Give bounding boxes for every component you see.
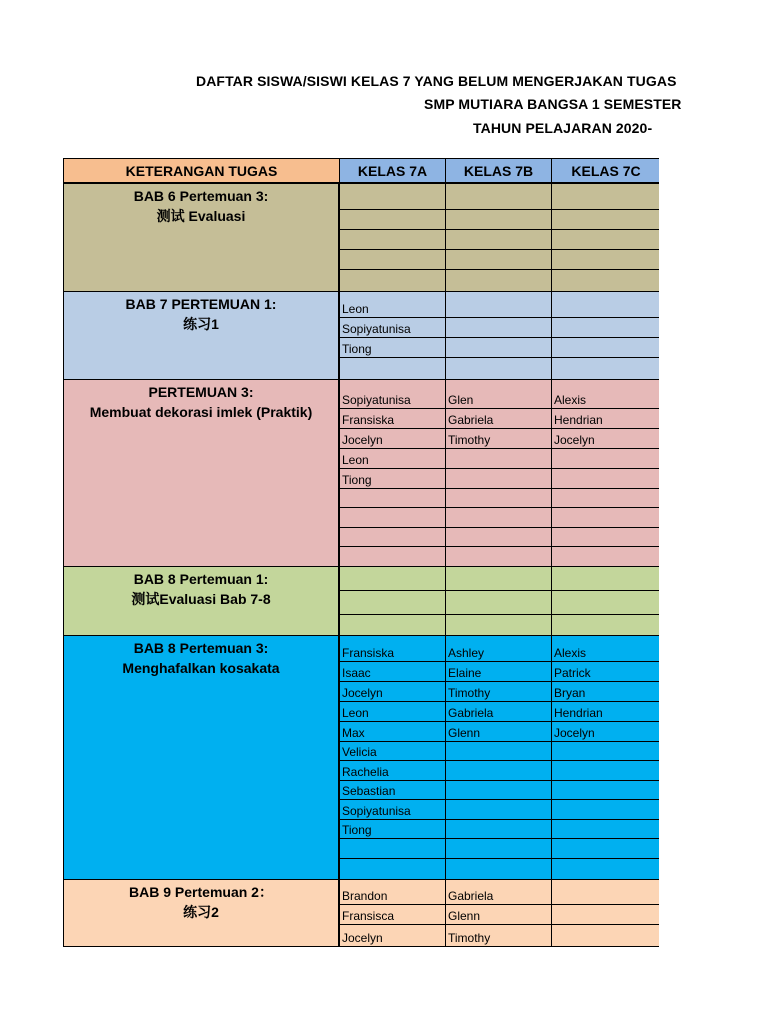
student-cell[interactable]: Bryan xyxy=(551,681,659,702)
student-cell[interactable] xyxy=(339,858,446,880)
student-cell[interactable]: Jocelyn xyxy=(551,721,659,742)
task-title: PERTEMUAN 3: xyxy=(148,384,254,400)
student-cell[interactable] xyxy=(339,566,446,591)
student-cell[interactable]: Fransisca xyxy=(339,904,446,925)
student-cell[interactable] xyxy=(445,448,552,469)
student-cell[interactable] xyxy=(339,209,446,230)
task-subtitle: 练习2 xyxy=(183,904,219,920)
student-cell[interactable]: Gabriela xyxy=(445,879,552,905)
student-cell[interactable] xyxy=(551,760,659,781)
student-cell[interactable] xyxy=(445,614,552,636)
student-cell[interactable] xyxy=(339,488,446,508)
student-cell[interactable]: Leon xyxy=(339,291,446,318)
student-cell[interactable] xyxy=(339,249,446,270)
task-description-cell xyxy=(63,566,339,636)
student-cell[interactable] xyxy=(551,488,659,508)
student-cell[interactable] xyxy=(445,858,552,880)
student-cell[interactable] xyxy=(551,507,659,528)
student-cell[interactable]: Timothy xyxy=(445,428,552,449)
task-title: BAB 8 Pertemuan 3: xyxy=(133,640,269,656)
header-kelas-7c: KELAS 7C xyxy=(551,158,659,183)
student-cell[interactable] xyxy=(445,183,552,210)
student-cell[interactable] xyxy=(445,566,552,591)
task-title: BAB 9 Pertemuan 2： xyxy=(129,884,273,900)
student-cell[interactable] xyxy=(339,229,446,250)
student-cell[interactable] xyxy=(551,799,659,820)
student-cell[interactable] xyxy=(445,317,552,338)
student-cell[interactable] xyxy=(445,838,552,859)
student-cell[interactable] xyxy=(339,357,446,380)
document-title: DAFTAR SISWA/SISWI KELAS 7 YANG BELUM MENGERJAKAN TUGAS xyxy=(196,73,677,89)
student-cell[interactable]: Brandon xyxy=(339,879,446,905)
student-cell[interactable] xyxy=(339,546,446,567)
task-title: BAB 6 Pertemuan 3: xyxy=(133,188,269,204)
student-cell[interactable]: Elaine xyxy=(445,661,552,682)
student-cell[interactable]: Hendrian xyxy=(551,408,659,429)
student-cell[interactable]: Sopiyatunisa xyxy=(339,379,446,409)
student-cell[interactable] xyxy=(445,799,552,820)
student-cell[interactable] xyxy=(445,546,552,567)
student-cell[interactable] xyxy=(445,249,552,270)
task-subtitle: Menghafalkan kosakata xyxy=(122,660,280,676)
header-kelas-7b: KELAS 7B xyxy=(445,158,552,183)
student-cell[interactable] xyxy=(445,337,552,358)
student-cell[interactable] xyxy=(445,229,552,250)
student-cell[interactable] xyxy=(551,590,659,615)
student-cell[interactable]: Isaac xyxy=(339,661,446,682)
student-cell[interactable] xyxy=(551,858,659,880)
student-cell[interactable]: Sopiyatunisa xyxy=(339,317,446,338)
student-cell[interactable] xyxy=(551,269,659,292)
task-subtitle: 测试 Evaluasi xyxy=(156,208,246,224)
student-cell[interactable]: Rachelia xyxy=(339,760,446,781)
student-cell[interactable]: Timothy xyxy=(445,681,552,702)
student-cell[interactable] xyxy=(551,291,659,318)
task-subtitle: 练习1 xyxy=(183,316,219,332)
student-cell[interactable] xyxy=(445,780,552,800)
header-kelas-7a: KELAS 7A xyxy=(339,158,446,183)
student-cell[interactable] xyxy=(551,317,659,338)
student-cell[interactable] xyxy=(551,838,659,859)
student-cell[interactable]: Fransiska xyxy=(339,635,446,662)
student-cell[interactable]: Sebastian xyxy=(339,780,446,800)
student-cell[interactable]: Tiong xyxy=(339,819,446,839)
student-cell[interactable] xyxy=(445,468,552,489)
student-cell[interactable]: Hendrian xyxy=(551,701,659,722)
student-cell[interactable] xyxy=(445,819,552,839)
task-description-cell xyxy=(63,183,339,292)
student-cell[interactable]: Alexis xyxy=(551,635,659,662)
student-cell[interactable] xyxy=(445,741,552,761)
student-cell[interactable] xyxy=(551,337,659,358)
student-cell[interactable]: Sopiyatunisa xyxy=(339,799,446,820)
student-cell[interactable] xyxy=(551,741,659,761)
task-description-cell xyxy=(63,379,339,567)
student-cell[interactable] xyxy=(339,590,446,615)
student-cell[interactable]: Tiong xyxy=(339,468,446,489)
student-cell[interactable]: Timothy xyxy=(445,924,552,947)
student-cell[interactable] xyxy=(551,357,659,380)
student-cell[interactable]: Jocelyn xyxy=(339,681,446,702)
student-cell[interactable]: Fransiska xyxy=(339,408,446,429)
student-cell[interactable]: Max xyxy=(339,721,446,742)
student-cell[interactable] xyxy=(445,760,552,781)
task-subtitle: Membuat dekorasi imlek (Praktik) xyxy=(89,404,313,420)
student-cell[interactable] xyxy=(551,819,659,839)
student-cell[interactable] xyxy=(551,546,659,567)
student-cell[interactable]: Glen xyxy=(445,379,552,409)
student-cell[interactable]: Velicia xyxy=(339,741,446,761)
student-cell[interactable] xyxy=(551,879,659,905)
student-cell[interactable] xyxy=(445,269,552,292)
student-cell[interactable] xyxy=(339,614,446,636)
school-name: SMP MUTIARA BANGSA 1 SEMESTER xyxy=(424,96,682,112)
student-cell[interactable] xyxy=(339,269,446,292)
student-cell[interactable] xyxy=(445,590,552,615)
header-task: KETERANGAN TUGAS xyxy=(63,158,340,183)
task-title: BAB 7 PERTEMUAN 1: xyxy=(125,296,277,312)
student-cell[interactable]: Patrick xyxy=(551,661,659,682)
student-cell[interactable] xyxy=(551,209,659,230)
student-cell[interactable] xyxy=(445,527,552,547)
student-cell[interactable] xyxy=(551,183,659,210)
student-cell[interactable] xyxy=(445,507,552,528)
student-cell[interactable]: Alexis xyxy=(551,379,659,409)
student-cell[interactable]: Leon xyxy=(339,448,446,469)
task-description-cell xyxy=(63,879,339,947)
student-cell[interactable] xyxy=(551,614,659,636)
student-cell[interactable] xyxy=(551,924,659,947)
student-cell[interactable]: Jocelyn xyxy=(339,924,446,947)
student-cell[interactable] xyxy=(551,468,659,489)
student-cell[interactable] xyxy=(339,183,446,210)
task-subtitle: 测试Evaluasi Bab 7-8 xyxy=(131,591,271,607)
student-cell[interactable]: Jocelyn xyxy=(551,428,659,449)
student-cell[interactable] xyxy=(551,249,659,270)
task-title: BAB 8 Pertemuan 1: xyxy=(133,571,269,587)
student-cell[interactable] xyxy=(445,291,552,318)
student-cell[interactable]: Glenn xyxy=(445,904,552,925)
academic-year: TAHUN PELAJARAN 2020- xyxy=(473,120,653,136)
student-cell[interactable] xyxy=(551,448,659,469)
student-cell[interactable]: Leon xyxy=(339,701,446,722)
student-cell[interactable] xyxy=(551,780,659,800)
student-cell[interactable] xyxy=(339,838,446,859)
student-cell[interactable] xyxy=(551,566,659,591)
student-cell[interactable] xyxy=(445,357,552,380)
student-cell[interactable]: Ashley xyxy=(445,635,552,662)
student-cell[interactable]: Jocelyn xyxy=(339,428,446,449)
student-cell[interactable] xyxy=(445,209,552,230)
student-cell[interactable]: Gabriela xyxy=(445,408,552,429)
student-cell[interactable]: Gabriela xyxy=(445,701,552,722)
student-cell[interactable] xyxy=(445,488,552,508)
student-cell[interactable]: Tiong xyxy=(339,337,446,358)
task-description-cell xyxy=(63,635,339,880)
task-description-cell xyxy=(63,291,339,380)
student-cell[interactable]: Glenn xyxy=(445,721,552,742)
student-cell[interactable] xyxy=(551,904,659,925)
student-cell[interactable] xyxy=(339,527,446,547)
student-cell[interactable] xyxy=(339,507,446,528)
student-cell[interactable] xyxy=(551,527,659,547)
student-cell[interactable] xyxy=(551,229,659,250)
